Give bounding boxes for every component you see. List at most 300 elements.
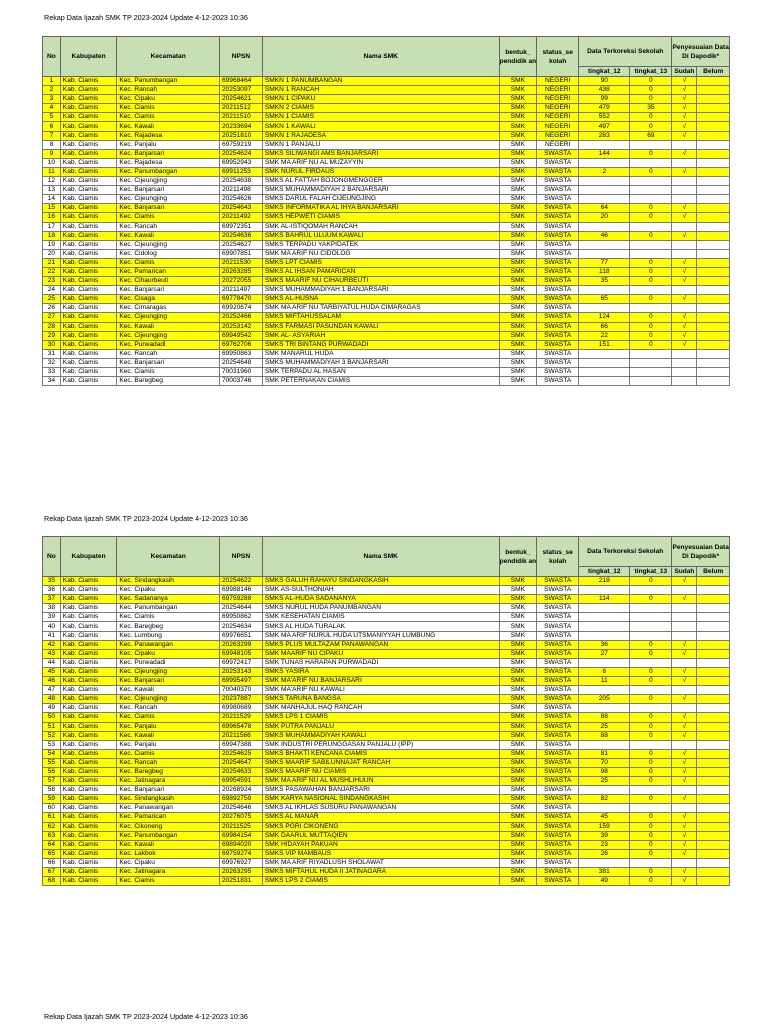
- cell-sudah: [672, 368, 697, 377]
- cell-no: 26: [43, 304, 61, 313]
- cell-sudah: [672, 658, 697, 667]
- cell-kabupaten: Kab. Ciamis: [60, 331, 117, 340]
- cell-no: 49: [43, 704, 61, 713]
- cell-nama-smk: SMKS MAARIF NU CIAMIS: [262, 767, 499, 776]
- cell-bentuk: SMK: [499, 313, 537, 322]
- cell-no: 17: [43, 222, 61, 231]
- cell-nama-smk: SMKS AL MANAR: [262, 813, 499, 822]
- table-row: [43, 195, 730, 204]
- cell-sudah: √: [672, 849, 697, 858]
- cell-tingkat-12: 118: [579, 267, 630, 276]
- cell-bentuk: SMK: [499, 604, 537, 613]
- cell-status: SWASTA: [537, 231, 579, 240]
- cell-nama-smk: SMK DAARUL MUTTAQIEN: [262, 831, 499, 840]
- cell-tingkat-12: [579, 704, 630, 713]
- cell-npsn: 20263299: [219, 640, 262, 649]
- cell-sudah: √: [672, 167, 697, 176]
- cell-bentuk: SMK: [499, 622, 537, 631]
- cell-status: SWASTA: [537, 368, 579, 377]
- cell-tingkat-13: 0: [630, 640, 672, 649]
- cell-tingkat-12: [579, 658, 630, 667]
- cell-kabupaten: Kab. Ciamis: [60, 622, 117, 631]
- cell-tingkat-13: 0: [630, 313, 672, 322]
- cell-belum: [697, 177, 730, 186]
- cell-nama-smk: SMK TERPADU AL HASAN: [262, 368, 499, 377]
- cell-no: 62: [43, 822, 61, 831]
- cell-bentuk: SMK: [499, 686, 537, 695]
- cell-tingkat-12: 65: [579, 295, 630, 304]
- table-row: [43, 840, 730, 849]
- cell-npsn: 20211530: [219, 258, 262, 267]
- table-row: [43, 331, 730, 340]
- cell-tingkat-12: 81: [579, 749, 630, 758]
- cell-no: 55: [43, 758, 61, 767]
- cell-npsn: 69759219: [219, 140, 262, 149]
- cell-sudah: [672, 177, 697, 186]
- cell-kecamatan: Kec. Kawali: [117, 231, 220, 240]
- cell-tingkat-12: 205: [579, 695, 630, 704]
- cell-nama-smk: SMKN 1 PANJALU: [262, 140, 499, 149]
- cell-nama-smk: SMK MA ARIF NU TARBIYATUL HUDA CIMARAGAS: [262, 304, 499, 313]
- cell-belum: [697, 131, 730, 140]
- cell-bentuk: SMK: [499, 849, 537, 858]
- cell-tingkat-13: 0: [630, 322, 672, 331]
- cell-tingkat-13: 0: [630, 213, 672, 222]
- cell-sudah: [672, 304, 697, 313]
- cell-kabupaten: Kab. Ciamis: [60, 177, 117, 186]
- cell-belum: [697, 322, 730, 331]
- cell-status: SWASTA: [537, 667, 579, 676]
- cell-no: 13: [43, 186, 61, 195]
- cell-sudah: √: [672, 722, 697, 731]
- cell-kabupaten: Kab. Ciamis: [60, 849, 117, 858]
- table-row: [43, 286, 730, 295]
- cell-npsn: 69892759: [219, 795, 262, 804]
- cell-kabupaten: Kab. Ciamis: [60, 758, 117, 767]
- cell-tingkat-12: [579, 195, 630, 204]
- cell-sudah: [672, 686, 697, 695]
- cell-kecamatan: Kec. Ciamis: [117, 713, 220, 722]
- cell-nama-smk: SMK HIDAYAH PAKUAN: [262, 840, 499, 849]
- cell-belum: [697, 186, 730, 195]
- cell-tingkat-12: 438: [579, 86, 630, 95]
- cell-belum: [697, 767, 730, 776]
- cell-bentuk: SMK: [499, 586, 537, 595]
- header-belum: Belum: [697, 67, 730, 77]
- cell-nama-smk: SMKS MAARIF NU CIHAURBEUTI: [262, 277, 499, 286]
- cell-bentuk: SMK: [499, 804, 537, 813]
- cell-tingkat-13: 0: [630, 840, 672, 849]
- cell-no: 53: [43, 740, 61, 749]
- header-tingkat-13: tingkat_13: [630, 567, 672, 577]
- cell-kabupaten: Kab. Ciamis: [60, 358, 117, 367]
- cell-belum: [697, 286, 730, 295]
- cell-tingkat-13: 0: [630, 331, 672, 340]
- cell-tingkat-13: 0: [630, 831, 672, 840]
- cell-belum: [697, 749, 730, 758]
- cell-npsn: 20254648: [219, 358, 262, 367]
- cell-npsn: 69984154: [219, 831, 262, 840]
- cell-tingkat-13: 0: [630, 122, 672, 131]
- cell-status: SWASTA: [537, 677, 579, 686]
- cell-sudah: √: [672, 868, 697, 877]
- cell-status: SWASTA: [537, 795, 579, 804]
- cell-tingkat-12: [579, 286, 630, 295]
- cell-no: 2: [43, 86, 61, 95]
- cell-kecamatan: Kec. Rancah: [117, 704, 220, 713]
- cell-tingkat-12: 144: [579, 149, 630, 158]
- cell-belum: [697, 313, 730, 322]
- cell-kabupaten: Kab. Ciamis: [60, 167, 117, 176]
- cell-npsn: 20276075: [219, 813, 262, 822]
- cell-kabupaten: Kab. Ciamis: [60, 95, 117, 104]
- header-bentuk-pendidikan: bentuk_ pendidik an: [499, 37, 537, 77]
- cell-tingkat-12: 82: [579, 795, 630, 804]
- rekap-table-1: [42, 36, 730, 386]
- cell-nama-smk: SMKS MAARIF SABILUNNAJAT RANCAH: [262, 758, 499, 767]
- cell-kecamatan: Kec. Cijeungjing: [117, 667, 220, 676]
- cell-bentuk: SMK: [499, 204, 537, 213]
- cell-belum: [697, 277, 730, 286]
- header-tingkat-13: tingkat_13: [630, 67, 672, 77]
- cell-kecamatan: Kec. Cidolog: [117, 249, 220, 258]
- cell-status: SWASTA: [537, 204, 579, 213]
- cell-belum: [697, 368, 730, 377]
- table-row: [43, 222, 730, 231]
- cell-kabupaten: Kab. Ciamis: [60, 858, 117, 867]
- cell-kabupaten: Kab. Ciamis: [60, 258, 117, 267]
- cell-npsn: 20254626: [219, 195, 262, 204]
- cell-bentuk: SMK: [499, 113, 537, 122]
- cell-nama-smk: SMK MANHAJUL HAQ RANCAH: [262, 704, 499, 713]
- table-row: [43, 767, 730, 776]
- cell-nama-smk: SMKS AL IHSAN PAMARICAN: [262, 267, 499, 276]
- cell-tingkat-13: 0: [630, 277, 672, 286]
- cell-npsn: 20254647: [219, 758, 262, 767]
- cell-tingkat-12: 88: [579, 713, 630, 722]
- cell-status: SWASTA: [537, 222, 579, 231]
- cell-sudah: [672, 858, 697, 867]
- cell-bentuk: SMK: [499, 304, 537, 313]
- cell-npsn: 20237887: [219, 695, 262, 704]
- cell-belum: [697, 740, 730, 749]
- table-row: [43, 186, 730, 195]
- cell-status: NEGERI: [537, 77, 579, 86]
- cell-nama-smk: SMK KARYA NASIONAL SINDANGKASIH: [262, 795, 499, 804]
- cell-no: 36: [43, 586, 61, 595]
- cell-status: SWASTA: [537, 731, 579, 740]
- cell-tingkat-13: [630, 358, 672, 367]
- cell-kecamatan: Kec. Jatinagara: [117, 777, 220, 786]
- table-row: [43, 749, 730, 758]
- cell-status: SWASTA: [537, 304, 579, 313]
- cell-no: 20: [43, 249, 61, 258]
- cell-nama-smk: SMKN 1 PANUMBANGAN: [262, 77, 499, 86]
- cell-kabupaten: Kab. Ciamis: [60, 322, 117, 331]
- cell-kabupaten: Kab. Ciamis: [60, 749, 117, 758]
- header-tingkat-12: tingkat_12: [579, 567, 630, 577]
- table-row: [43, 786, 730, 795]
- cell-bentuk: SMK: [499, 722, 537, 731]
- cell-nama-smk: SMKS SILIWANGI AMS BANJARSARI: [262, 149, 499, 158]
- cell-nama-smk: SMK MA ARIF NU AL MUSHLIHUUN: [262, 777, 499, 786]
- cell-npsn: 20254646: [219, 804, 262, 813]
- table-row: [43, 740, 730, 749]
- cell-no: 3: [43, 95, 61, 104]
- cell-tingkat-13: [630, 613, 672, 622]
- cell-bentuk: SMK: [499, 704, 537, 713]
- cell-tingkat-12: 151: [579, 340, 630, 349]
- cell-tingkat-13: [630, 622, 672, 631]
- cell-no: 58: [43, 786, 61, 795]
- cell-kecamatan: Kec. Baregbeg: [117, 622, 220, 631]
- cell-no: 54: [43, 749, 61, 758]
- cell-tingkat-12: 20: [579, 213, 630, 222]
- cell-no: 4: [43, 104, 61, 113]
- cell-bentuk: SMK: [499, 86, 537, 95]
- cell-status: SWASTA: [537, 649, 579, 658]
- cell-no: 43: [43, 649, 61, 658]
- cell-bentuk: SMK: [499, 322, 537, 331]
- cell-status: NEGERI: [537, 131, 579, 140]
- table-row: [43, 77, 730, 86]
- cell-status: SWASTA: [537, 658, 579, 667]
- cell-npsn: 69947388: [219, 740, 262, 749]
- header-belum: Belum: [697, 567, 730, 577]
- cell-kabupaten: Kab. Ciamis: [60, 595, 117, 604]
- cell-belum: [697, 686, 730, 695]
- cell-sudah: [672, 286, 697, 295]
- cell-sudah: √: [672, 295, 697, 304]
- cell-nama-smk: SMKS AL FATTAH BOJONGMENGGER: [262, 177, 499, 186]
- cell-kabupaten: Kab. Ciamis: [60, 804, 117, 813]
- header-nama-smk: Nama SMK: [262, 537, 499, 577]
- cell-tingkat-12: 77: [579, 258, 630, 267]
- cell-npsn: 69911253: [219, 167, 262, 176]
- cell-bentuk: SMK: [499, 131, 537, 140]
- cell-no: 48: [43, 695, 61, 704]
- cell-npsn: 20254643: [219, 204, 262, 213]
- cell-bentuk: SMK: [499, 631, 537, 640]
- cell-sudah: √: [672, 731, 697, 740]
- table-row: [43, 868, 730, 877]
- cell-status: SWASTA: [537, 149, 579, 158]
- cell-kecamatan: Kec. Rancah: [117, 758, 220, 767]
- cell-no: 68: [43, 877, 61, 886]
- cell-belum: [697, 358, 730, 367]
- cell-kabupaten: Kab. Ciamis: [60, 722, 117, 731]
- cell-kabupaten: Kab. Ciamis: [60, 604, 117, 613]
- cell-tingkat-13: [630, 631, 672, 640]
- cell-no: 39: [43, 613, 61, 622]
- cell-npsn: 69976927: [219, 858, 262, 867]
- table-row: [43, 213, 730, 222]
- cell-kecamatan: Kec. Sindangkasih: [117, 577, 220, 586]
- table-row: [43, 667, 730, 676]
- cell-npsn: 20253143: [219, 667, 262, 676]
- cell-kabupaten: Kab. Ciamis: [60, 377, 117, 386]
- cell-status: SWASTA: [537, 722, 579, 731]
- cell-npsn: 69952943: [219, 158, 262, 167]
- cell-npsn: 69894020: [219, 840, 262, 849]
- table-row: [43, 758, 730, 767]
- table-row: [43, 358, 730, 367]
- cell-tingkat-13: [630, 604, 672, 613]
- cell-tingkat-12: [579, 158, 630, 167]
- cell-belum: [697, 658, 730, 667]
- cell-status: SWASTA: [537, 186, 579, 195]
- cell-belum: [697, 149, 730, 158]
- cell-bentuk: SMK: [499, 868, 537, 877]
- cell-kabupaten: Kab. Ciamis: [60, 813, 117, 822]
- cell-no: 10: [43, 158, 61, 167]
- cell-no: 59: [43, 795, 61, 804]
- cell-belum: [697, 858, 730, 867]
- cell-no: 50: [43, 713, 61, 722]
- cell-tingkat-13: [630, 786, 672, 795]
- cell-tingkat-13: 0: [630, 258, 672, 267]
- header-npsn: NPSN: [219, 37, 262, 77]
- cell-tingkat-13: [630, 368, 672, 377]
- table-row: [43, 322, 730, 331]
- cell-bentuk: SMK: [499, 277, 537, 286]
- cell-tingkat-12: [579, 858, 630, 867]
- cell-kecamatan: Kec. Cipaku: [117, 649, 220, 658]
- cell-bentuk: SMK: [499, 613, 537, 622]
- cell-kecamatan: Kec. Cijeungjing: [117, 695, 220, 704]
- cell-status: NEGERI: [537, 95, 579, 104]
- cell-sudah: [672, 704, 697, 713]
- cell-npsn: 20263295: [219, 868, 262, 877]
- cell-nama-smk: SMKN 1 CIPAKU: [262, 95, 499, 104]
- cell-kecamatan: Kec. Rancah: [117, 349, 220, 358]
- cell-no: 46: [43, 677, 61, 686]
- table-row: [43, 713, 730, 722]
- cell-no: 37: [43, 595, 61, 604]
- cell-nama-smk: SMKS AL IKHLAS SUSURU PANAWANGAN: [262, 804, 499, 813]
- cell-status: SWASTA: [537, 749, 579, 758]
- cell-kecamatan: Kec. Pamarican: [117, 267, 220, 276]
- cell-sudah: √: [672, 86, 697, 95]
- cell-tingkat-13: 69: [630, 131, 672, 140]
- cell-kabupaten: Kab. Ciamis: [60, 695, 117, 704]
- cell-status: SWASTA: [537, 331, 579, 340]
- cell-tingkat-12: 22: [579, 331, 630, 340]
- cell-nama-smk: SMK KESEHATAN CIAMIS: [262, 613, 499, 622]
- cell-npsn: 20211497: [219, 286, 262, 295]
- cell-npsn: 69949542: [219, 331, 262, 340]
- header-penyesuaian-dapodik: Penyesuaian Data Di Dapodik*: [672, 537, 730, 567]
- cell-status: SWASTA: [537, 267, 579, 276]
- cell-nama-smk: SMKS MUHAMMADIYAH 2 BANJARSARI: [262, 186, 499, 195]
- cell-npsn: 69988146: [219, 586, 262, 595]
- cell-sudah: [672, 613, 697, 622]
- cell-status: SWASTA: [537, 877, 579, 886]
- cell-tingkat-12: [579, 240, 630, 249]
- cell-tingkat-12: 26: [579, 849, 630, 858]
- cell-tingkat-12: 90: [579, 77, 630, 86]
- cell-tingkat-12: 49: [579, 877, 630, 886]
- cell-sudah: [672, 195, 697, 204]
- cell-tingkat-12: [579, 604, 630, 613]
- cell-no: 33: [43, 368, 61, 377]
- cell-kecamatan: Kec. Kawali: [117, 731, 220, 740]
- table-row: [43, 377, 730, 386]
- cell-bentuk: SMK: [499, 149, 537, 158]
- cell-belum: [697, 713, 730, 722]
- cell-sudah: [672, 631, 697, 640]
- cell-tingkat-12: 39: [579, 831, 630, 840]
- cell-no: 66: [43, 858, 61, 867]
- table-row: [43, 695, 730, 704]
- cell-kecamatan: Kec. Panjalu: [117, 722, 220, 731]
- cell-tingkat-13: 0: [630, 149, 672, 158]
- header-data-terkoreksi: Data Terkoreksi Sekolah: [579, 37, 672, 67]
- cell-no: 65: [43, 849, 61, 858]
- table-row: [43, 649, 730, 658]
- cell-kecamatan: Kec. Cijeungjing: [117, 313, 220, 322]
- cell-no: 25: [43, 295, 61, 304]
- cell-npsn: 20254638: [219, 177, 262, 186]
- cell-belum: [697, 204, 730, 213]
- cell-npsn: 69907851: [219, 249, 262, 258]
- cell-tingkat-13: [630, 586, 672, 595]
- header-status-sekolah: status_se kolah: [537, 537, 579, 577]
- cell-kecamatan: Kec. Rajadesa: [117, 158, 220, 167]
- cell-belum: [697, 104, 730, 113]
- rekap-table-2: [42, 536, 730, 886]
- cell-no: 1: [43, 77, 61, 86]
- cell-tingkat-12: [579, 613, 630, 622]
- cell-kabupaten: Kab. Ciamis: [60, 304, 117, 313]
- cell-belum: [697, 267, 730, 276]
- cell-tingkat-13: 0: [630, 877, 672, 886]
- cell-sudah: √: [672, 267, 697, 276]
- cell-belum: [697, 840, 730, 849]
- cell-sudah: √: [672, 649, 697, 658]
- cell-kabupaten: Kab. Ciamis: [60, 868, 117, 877]
- cell-kabupaten: Kab. Ciamis: [60, 286, 117, 295]
- table-row: [43, 340, 730, 349]
- cell-npsn: 20254624: [219, 149, 262, 158]
- cell-npsn: 69759288: [219, 595, 262, 604]
- cell-kecamatan: Kec. Cipaku: [117, 95, 220, 104]
- cell-bentuk: SMK: [499, 177, 537, 186]
- cell-tingkat-12: [579, 377, 630, 386]
- cell-status: SWASTA: [537, 686, 579, 695]
- cell-sudah: √: [672, 877, 697, 886]
- header-kecamatan: Kecamatan: [117, 537, 220, 577]
- cell-nama-smk: SMK MA ARIF NU AL MUZAYYIN: [262, 158, 499, 167]
- cell-nama-smk: SMK MA ARIF RIYADLUSH SHOLAWAT: [262, 858, 499, 867]
- cell-no: 32: [43, 358, 61, 367]
- cell-npsn: 70031960: [219, 368, 262, 377]
- cell-tingkat-12: [579, 586, 630, 595]
- cell-npsn: 69920674: [219, 304, 262, 313]
- cell-nama-smk: SMK TUNAS HARAPAN PURWADADI: [262, 658, 499, 667]
- cell-kabupaten: Kab. Ciamis: [60, 158, 117, 167]
- cell-no: 64: [43, 840, 61, 849]
- cell-npsn: 69980689: [219, 704, 262, 713]
- cell-tingkat-12: 497: [579, 122, 630, 131]
- cell-kecamatan: Kec. Cisaga: [117, 295, 220, 304]
- cell-bentuk: SMK: [499, 158, 537, 167]
- cell-tingkat-13: 0: [630, 649, 672, 658]
- cell-sudah: √: [672, 77, 697, 86]
- cell-status: SWASTA: [537, 249, 579, 258]
- cell-nama-smk: SMKS TARUNA BANGSA: [262, 695, 499, 704]
- cell-tingkat-13: 0: [630, 86, 672, 95]
